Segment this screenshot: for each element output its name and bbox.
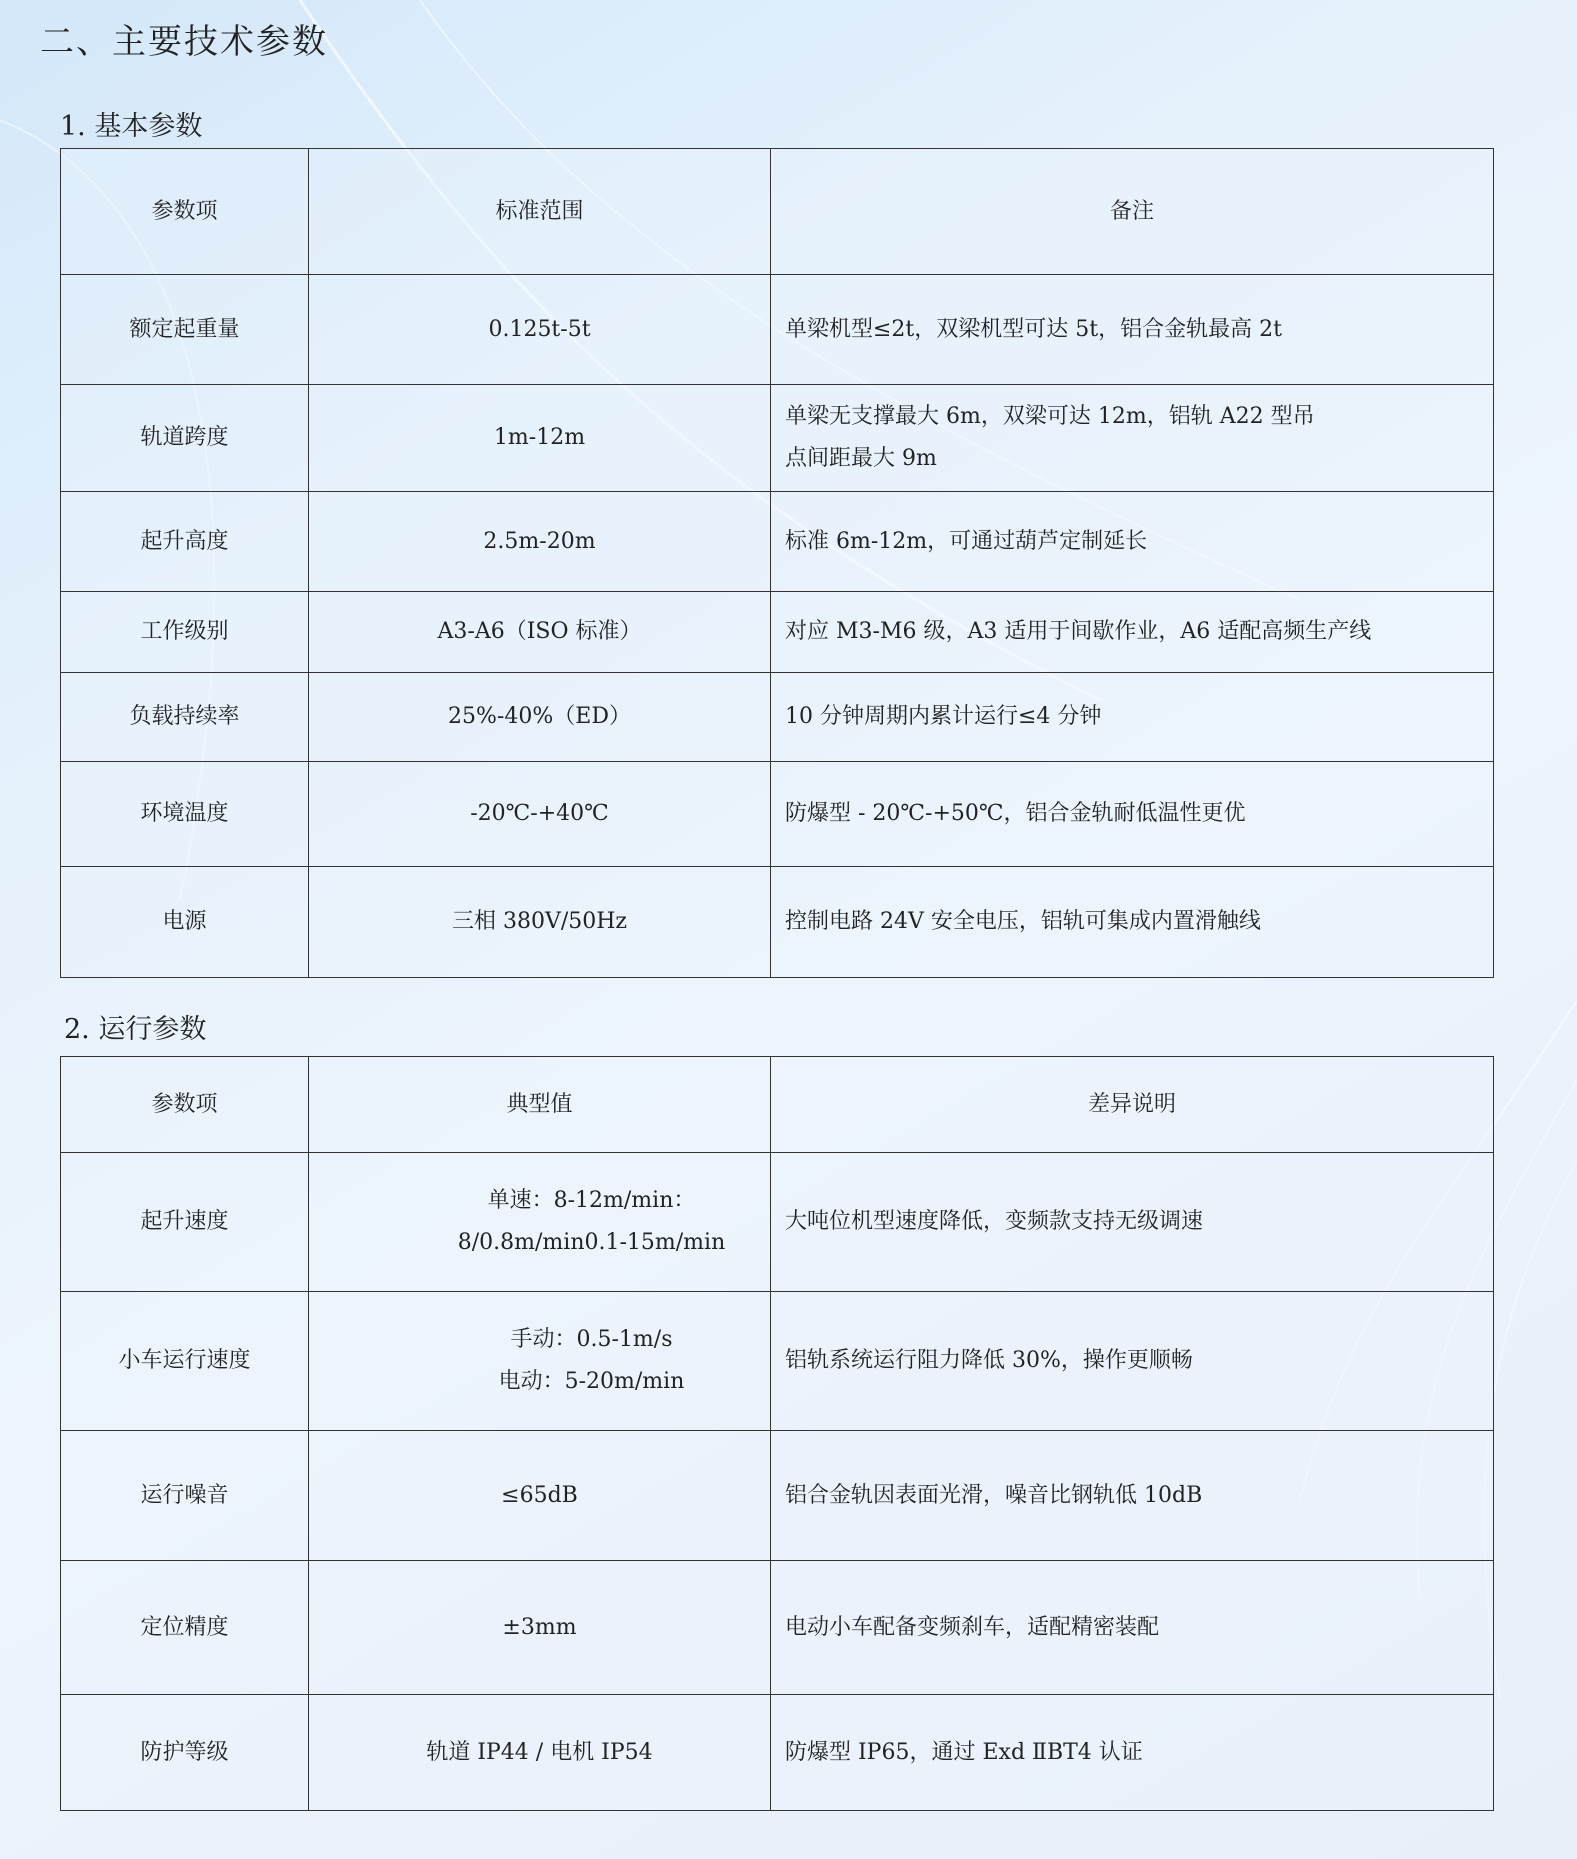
table-header-row — [61, 1057, 1494, 1153]
param-item: 电源 — [61, 867, 309, 978]
param-value: 1m-12m — [309, 385, 771, 492]
param-value: 25%-40%（ED） — [309, 673, 771, 762]
param-value: -20℃-+40℃ — [309, 762, 771, 867]
param-note: 铝合金轨因表面光滑，噪音比钢轨低 10dB — [771, 1431, 1494, 1561]
header-param-item: 参数项 — [61, 1057, 309, 1153]
param-note-line: 点间距最大 9m — [785, 446, 937, 471]
table-row — [61, 1561, 1494, 1695]
param-note: 控制电路 24V 安全电压，铝轨可集成内置滑触线 — [771, 867, 1494, 978]
table-row — [61, 592, 1494, 673]
basic-params-table — [60, 148, 1494, 978]
param-note: 对应 M3-M6 级，A3 适用于间歇作业，A6 适配高频生产线 — [771, 592, 1494, 673]
table-row — [61, 275, 1494, 385]
param-note: 铝轨系统运行阻力降低 30%，操作更顺畅 — [771, 1292, 1494, 1431]
param-value-line: 电动：5-20m/min — [498, 1369, 685, 1394]
header-typical-value: 典型值 — [309, 1057, 771, 1153]
param-item: 工作级别 — [61, 592, 309, 673]
table-row — [61, 1431, 1494, 1561]
table-row — [61, 1292, 1494, 1431]
header-standard-range: 标准范围 — [309, 149, 771, 275]
table-row — [61, 867, 1494, 978]
param-item: 定位精度 — [61, 1561, 309, 1695]
param-value: 三相 380V/50Hz — [309, 867, 771, 978]
param-note: 电动小车配备变频刹车，适配精密装配 — [771, 1561, 1494, 1695]
table-row — [61, 385, 1494, 492]
param-value-line: 单速：8-12m/min： — [487, 1188, 696, 1214]
param-item: 小车运行速度 — [61, 1292, 309, 1431]
header-difference-notes: 差异说明 — [771, 1057, 1494, 1153]
param-note: 标准 6m-12m，可通过葫芦定制延长 — [771, 492, 1494, 592]
table-header-row — [61, 149, 1494, 275]
param-note — [771, 385, 1494, 492]
table-row — [61, 1153, 1494, 1292]
table-row — [61, 1695, 1494, 1811]
section-basic-params-title: 1. 基本参数 — [60, 111, 203, 142]
section-operating-params-title: 2. 运行参数 — [64, 1014, 207, 1045]
page-heading: 二、主要技术参数 — [40, 22, 328, 62]
param-item: 防护等级 — [61, 1695, 309, 1811]
param-item: 额定起重量 — [61, 275, 309, 385]
param-item: 负载持续率 — [61, 673, 309, 762]
param-value — [309, 1153, 771, 1292]
table-row — [61, 673, 1494, 762]
table-row — [61, 492, 1494, 592]
param-value-line: 手动：0.5-1m/s — [510, 1327, 673, 1353]
param-value: ≤65dB — [309, 1431, 771, 1561]
param-value: 2.5m-20m — [309, 492, 771, 592]
param-item: 轨道跨度 — [61, 385, 309, 492]
operating-params-table — [60, 1056, 1494, 1811]
header-param-item: 参数项 — [61, 149, 309, 275]
param-item: 起升速度 — [61, 1153, 309, 1292]
param-note: 大吨位机型速度降低，变频款支持无级调速 — [771, 1153, 1494, 1292]
param-value: A3-A6（ISO 标准） — [309, 592, 771, 673]
param-value — [309, 1292, 771, 1431]
header-remarks: 备注 — [771, 149, 1494, 275]
param-note: 单梁机型≤2t，双梁机型可达 5t，铝合金轨最高 2t — [771, 275, 1494, 385]
param-value-line: 8/0.8m/min0.1-15m/min — [457, 1230, 726, 1255]
param-item: 环境温度 — [61, 762, 309, 867]
param-value: 轨道 IP44 / 电机 IP54 — [309, 1695, 771, 1811]
param-note-line: 单梁无支撑最大 6m，双梁可达 12m，铝轨 A22 型吊 — [785, 404, 1315, 430]
param-note: 10 分钟周期内累计运行≤4 分钟 — [771, 673, 1494, 762]
param-note: 防爆型 IP65，通过 Exd ⅡBT4 认证 — [771, 1695, 1494, 1811]
param-item: 起升高度 — [61, 492, 309, 592]
table-row — [61, 762, 1494, 867]
param-item: 运行噪音 — [61, 1431, 309, 1561]
param-note: 防爆型 - 20℃-+50℃，铝合金轨耐低温性更优 — [771, 762, 1494, 867]
param-value: ±3mm — [309, 1561, 771, 1695]
param-value: 0.125t-5t — [309, 275, 771, 385]
